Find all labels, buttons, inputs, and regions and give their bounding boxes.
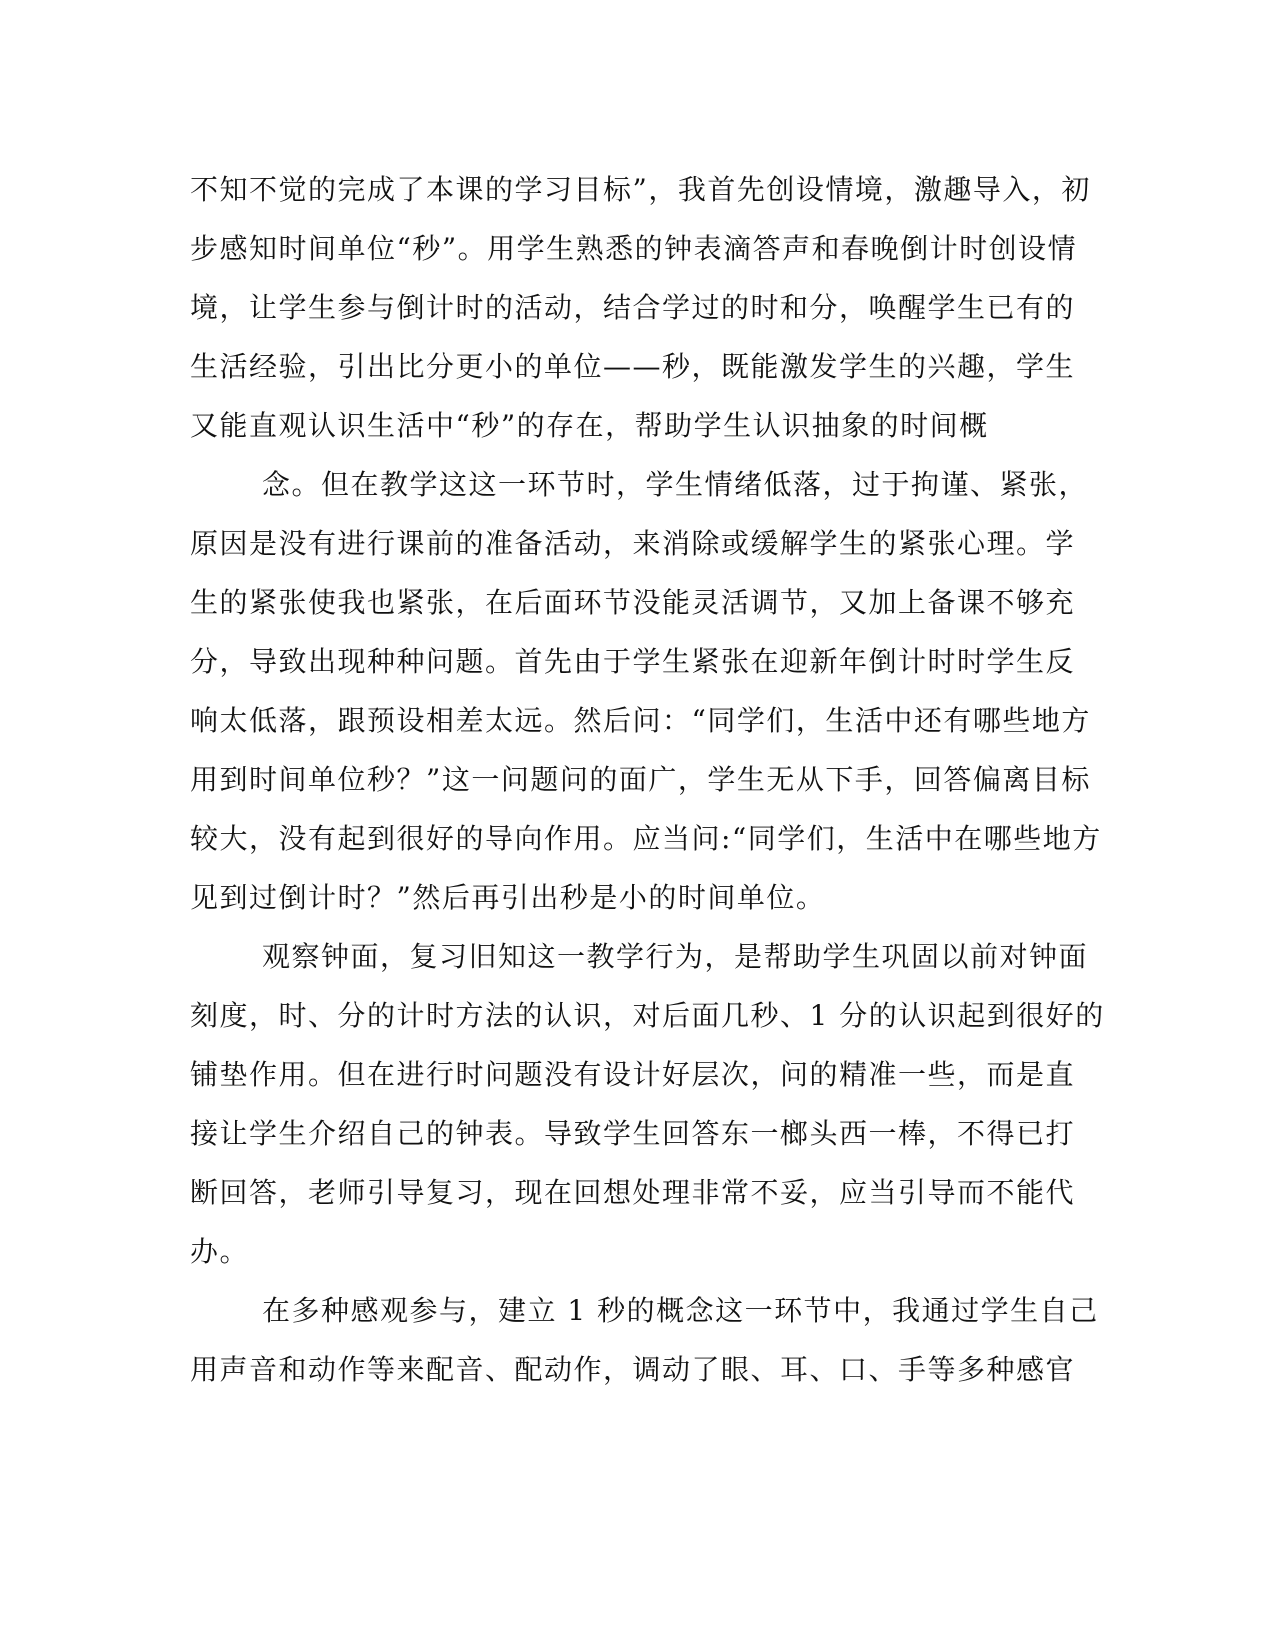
text-line: 又能直观认识生活中“秒”的存在，帮助学生认识抽象的时间概 xyxy=(190,409,989,442)
text-line: 生活经验，引出比分更小的单位——秒，既能激发学生的兴趣，学生 xyxy=(190,350,1076,383)
text-line: 不知不觉的完成了本课的学习目标”，我首先创设情境，激趣导入，初 xyxy=(190,173,1091,206)
text-line: 原因是没有进行课前的准备活动，来消除或缓解学生的紧张心理。学 xyxy=(190,527,1076,560)
text-line-indented: 观察钟面，复习旧知这一教学行为，是帮助学生巩固以前对钟面 xyxy=(262,940,1089,973)
text-line: 断回答，老师引导复习，现在回想处理非常不妥，应当引导而不能代 xyxy=(190,1176,1076,1209)
text-line: 刻度，时、分的计时方法的认识，对后面几秒、1 分的认识起到很好的 xyxy=(190,999,1105,1032)
text-line-indented: 念。但在教学这这一环节时，学生情绪低落，过于拘谨、紧张， xyxy=(262,468,1089,501)
text-line: 办。 xyxy=(190,1235,250,1268)
text-line: 分，导致出现种种问题。首先由于学生紧张在迎新年倒计时时学生反 xyxy=(190,645,1076,678)
text-line: 见到过倒计时？”然后再引出秒是小的时间单位。 xyxy=(190,881,826,914)
text-line: 生的紧张使我也紧张，在后面环节没能灵活调节，又加上备课不够充 xyxy=(190,586,1076,619)
text-line: 接让学生介绍自己的钟表。导致学生回答东一榔头西一棒，不得已打 xyxy=(190,1117,1076,1150)
body-text xyxy=(190,160,1105,1399)
text-line: 响太低落，跟预设相差太远。然后问：“同学们，生活中还有哪些地方 xyxy=(190,704,1091,737)
text-line: 用到时间单位秒？”这一问题问的面广，学生无从下手，回答偏离目标 xyxy=(190,763,1091,796)
text-line: 境，让学生参与倒计时的活动，结合学过的时和分，唤醒学生已有的 xyxy=(190,291,1076,324)
text-line: 步感知时间单位“秒”。用学生熟悉的钟表滴答声和春晚倒计时创设情 xyxy=(190,232,1078,265)
text-line: 铺垫作用。但在进行时问题没有设计好层次，问的精准一些，而是直 xyxy=(190,1058,1076,1091)
text-line-indented: 在多种感观参与，建立 1 秒的概念这一环节中，我通过学生自己 xyxy=(262,1294,1099,1327)
text-line: 用声音和动作等来配音、配动作，调动了眼、耳、口、手等多种感官 xyxy=(190,1353,1076,1386)
text-line: 较大，没有起到很好的导向作用。应当问:“同学们，生活中在哪些地方 xyxy=(190,822,1102,855)
